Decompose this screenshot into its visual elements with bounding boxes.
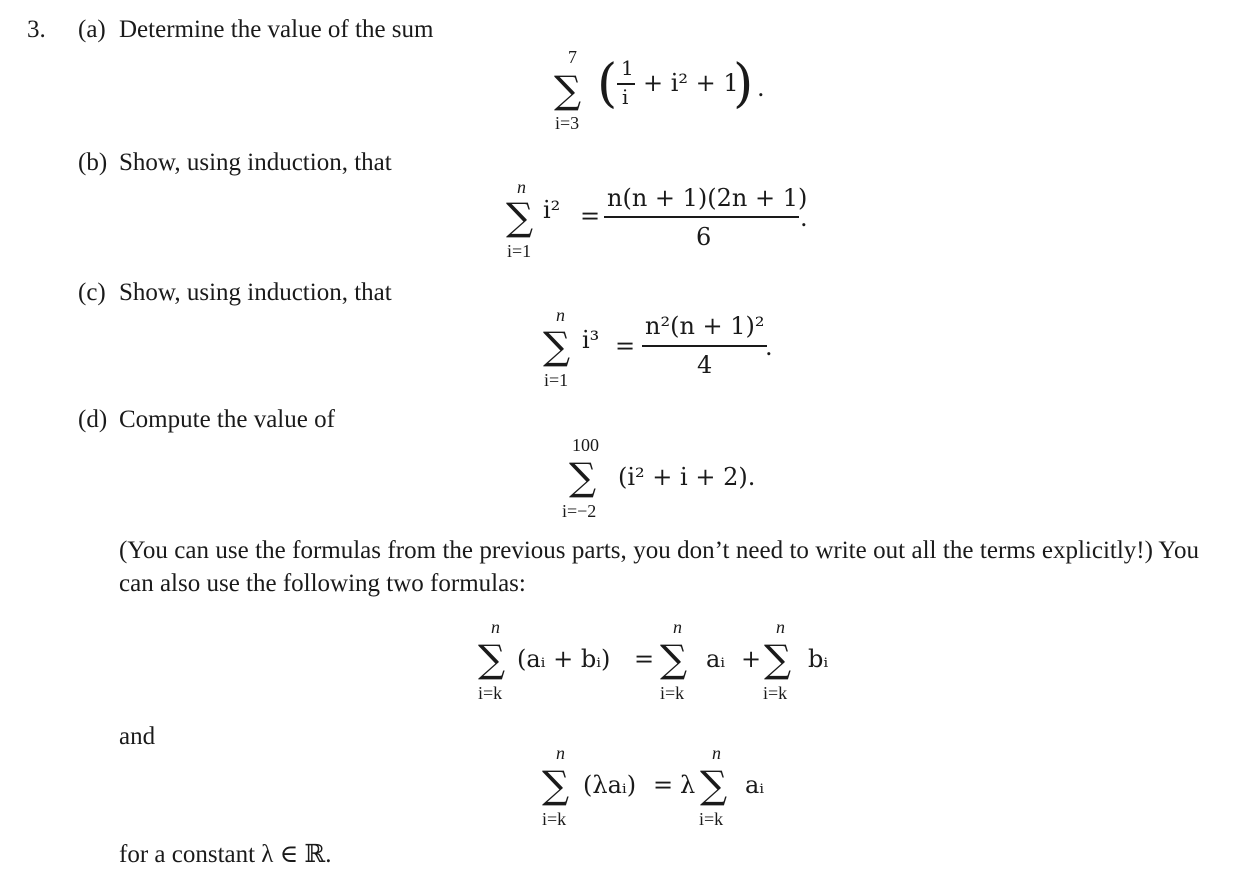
fraction-bar [604,216,799,218]
sum-lower-limit: i=1 [507,241,532,261]
period: . [800,204,808,232]
sigma-symbol: ∑ [569,455,597,499]
sum-upper-limit: n [491,617,500,637]
rhs-numerator: n(n + 1)(2n + 1) [607,184,808,212]
sigma-symbol: ∑ [478,637,506,681]
right-paren: ) [733,54,754,114]
sum-upper-limit: n [673,617,682,637]
part-c-label: (c) [78,279,106,306]
sum-lower-limit: i=k [763,683,788,703]
sigma-symbol: ∑ [700,763,728,807]
left-paren: ( [597,54,618,114]
lhs-summand: (λaᵢ) [583,771,637,799]
problem-number: 3. [27,16,46,43]
equals-sign: = [634,645,655,673]
summand: (i² + i + 2). [618,463,756,491]
lhs-summand: (aᵢ + bᵢ) [517,645,611,673]
rhs-denominator: 6 [696,223,712,251]
and-text: and [119,723,156,750]
lambda-symbol: λ [680,771,696,799]
fraction-bar [642,345,767,347]
term-b: bᵢ [808,645,829,673]
sigma-symbol: ∑ [764,637,792,681]
term-a: aᵢ [745,771,765,799]
sum-lower-limit: i=−2 [562,501,597,521]
plus-sign: + [741,645,762,673]
sum-upper-limit: 7 [568,47,577,67]
equals-sign: = [615,332,636,360]
sum-upper-limit: n [517,177,526,197]
summand: i³ [582,326,600,354]
part-b-label: (b) [78,149,108,176]
fraction-numerator: 1 [621,56,634,80]
part-d-label: (d) [78,406,108,433]
sum-lower-limit: i=k [660,683,685,703]
sum-upper-limit: n [556,743,565,763]
sigma-symbol: ∑ [506,195,534,239]
sigma-symbol: ∑ [660,637,688,681]
sum-upper-limit: n [776,617,785,637]
sum-lower-limit: i=k [542,809,567,829]
sum-upper-limit: 100 [572,435,599,455]
sigma-symbol: ∑ [543,324,571,368]
sigma-symbol: ∑ [554,68,582,112]
sum-lower-limit: i=1 [544,370,569,390]
sum-lower-limit: i=k [699,809,724,829]
rhs-numerator: n²(n + 1)² [645,312,765,340]
sum-lower-limit: i=k [478,683,503,703]
rhs-denominator: 4 [697,351,713,379]
part-c-text: Show, using induction, that [119,279,392,306]
part-d-text: Compute the value of [119,406,335,433]
period: . [757,74,765,102]
period: . [765,333,773,361]
fraction-denominator: i [622,85,629,109]
term-a: aᵢ [706,645,726,673]
sum-upper-limit: n [556,305,565,325]
sigma-symbol: ∑ [542,763,570,807]
part-a-text: Determine the value of the sum [119,16,434,43]
summand: i² [543,196,561,224]
sum-lower-limit: i=3 [555,113,580,133]
equals-sign: = [580,202,601,230]
instruction-note: (You can use the formulas from the previous parts, you don’t need to write out all the terms explicitly!) You can also use the following two formulas: [119,537,1199,597]
closing-text: for a constant λ ∈ ℝ. [119,841,332,868]
part-b-text: Show, using induction, that [119,149,392,176]
part-a-label: (a) [78,16,106,43]
equals-sign: = [653,771,674,799]
sum-upper-limit: n [712,743,721,763]
summand-tail: + i² + 1 [643,69,739,97]
